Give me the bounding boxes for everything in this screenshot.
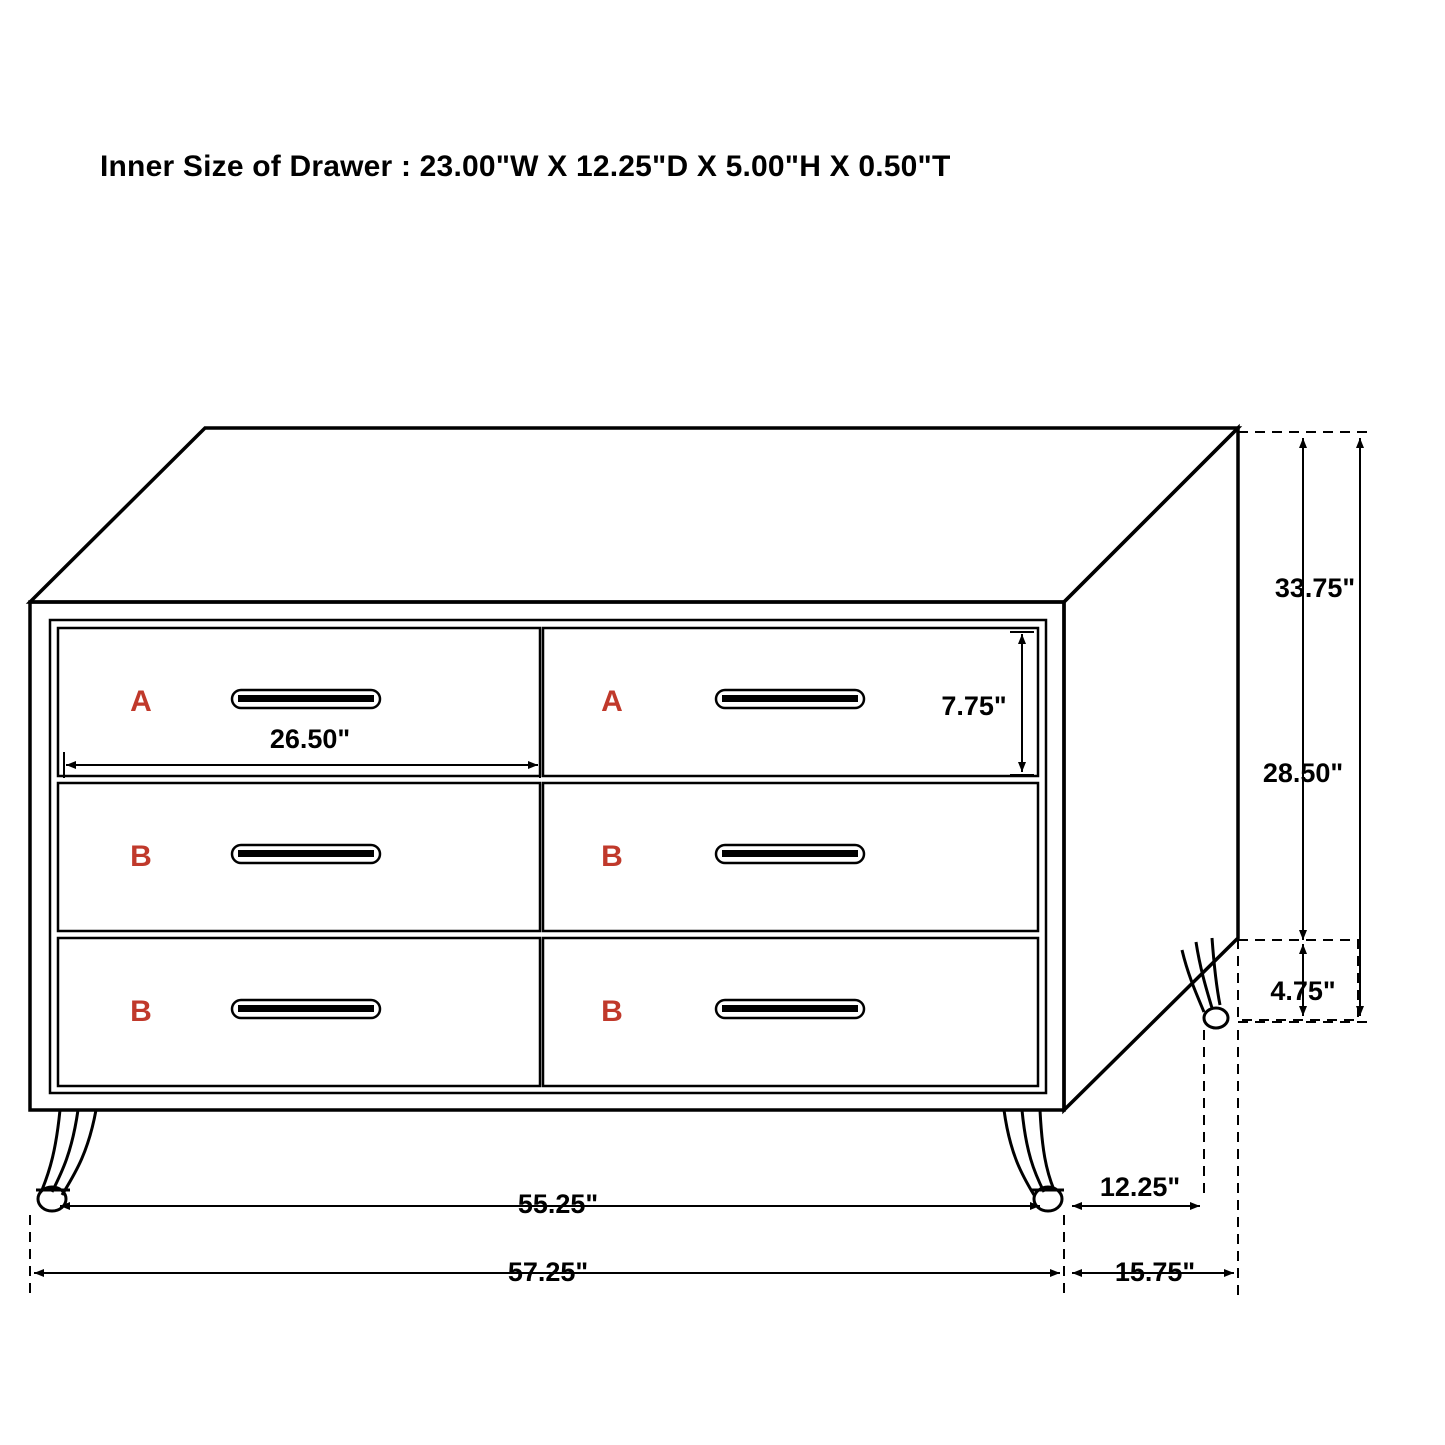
label-cabinet-height: 28.50" — [1262, 758, 1344, 788]
drawer-label-mid-left: B — [130, 840, 152, 873]
drawer-faces — [58, 628, 1038, 1086]
drawer-label-top-right: A — [601, 685, 623, 718]
label-drawer-height: 7.75" — [941, 691, 1007, 721]
page-title: Inner Size of Drawer : 23.00"W X 12.25"D X 5.00"H X 0.50"T — [100, 150, 951, 183]
dimension-drawer-height — [1010, 632, 1034, 775]
cabinet-outline — [30, 428, 1238, 1110]
label-drawer-width: 26.50" — [269, 724, 351, 754]
drawer-label-bottom-right: B — [601, 995, 623, 1028]
drawer-label-mid-right: B — [601, 840, 623, 873]
label-leg-height: 4.75" — [1270, 976, 1336, 1006]
legs — [36, 938, 1228, 1211]
label-cabinet-width: 55.25" — [517, 1189, 599, 1219]
label-depth-back: 12.25" — [1099, 1172, 1181, 1202]
drawer-label-top-left: A — [130, 685, 152, 718]
label-overall-width: 57.25" — [507, 1257, 589, 1287]
dimension-drawer-width — [64, 752, 540, 778]
cabinet-front-frame — [50, 620, 1046, 1093]
label-depth-overall: 15.75" — [1114, 1257, 1196, 1287]
drawer-label-bottom-left: B — [130, 995, 152, 1028]
label-overall-height: 33.75" — [1274, 573, 1356, 603]
